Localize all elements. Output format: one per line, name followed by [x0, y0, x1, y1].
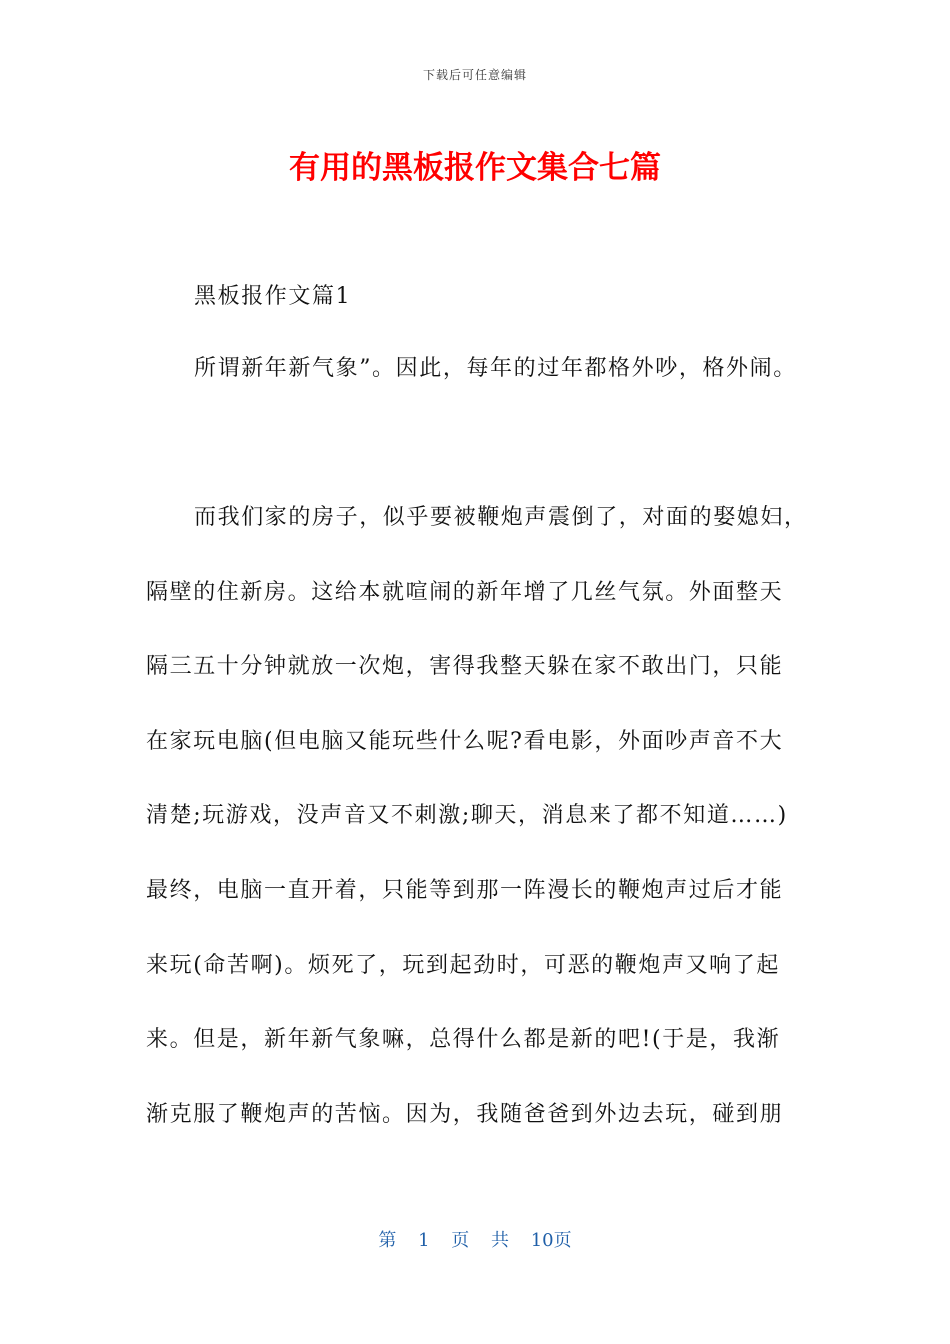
paragraph-line: 来。但是，新年新气象嘛，总得什么都是新的吧!(于是，我渐 — [146, 1027, 781, 1052]
paragraph-line: 隔三五十分钟就放一次炮，害得我整天躲在家不敢出门，只能 — [146, 654, 784, 679]
paragraph-line: 渐克服了鞭炮声的苦恼。因为，我随爸爸到外边去玩，碰到朋 — [146, 1102, 784, 1127]
paragraph-line: 清楚;玩游戏，没声音又不刺激;聊天，消息来了都不知道……) — [146, 803, 788, 828]
document-title: 有用的黑板报作文集合七篇 — [289, 150, 661, 186]
footer-label-gong: 共 — [491, 1230, 509, 1251]
paragraph-1: 所谓新年新气象”。因此，每年的过年都格外吵，格外闹。 — [194, 356, 797, 381]
footer-total-pages: 10页 — [530, 1230, 572, 1251]
paragraph-line: 隔壁的住新房。这给本就喧闹的新年增了几丝气氛。外面整天 — [146, 580, 784, 605]
paragraph-line: 在家玩电脑(但电脑又能玩些什么呢?看电影，外面吵声音不大 — [146, 729, 784, 754]
footer-label-ye: 页 — [451, 1230, 470, 1251]
paragraph-line: 最终，电脑一直开着，只能等到那一阵漫长的鞭炮声过后才能 — [146, 878, 784, 903]
page-footer — [0, 1226, 950, 1252]
footer-label-di: 第 — [378, 1230, 397, 1251]
paragraph-line: 来玩(命苦啊)。烦死了，玩到起劲时，可恶的鞭炮声又响了起 — [146, 953, 780, 978]
paragraph-line: 而我们家的房子，似乎要被鞭炮声震倒了，对面的娶媳妇， — [194, 505, 808, 530]
section-heading: 黑板报作文篇1 — [194, 284, 352, 309]
footer-page-number: 1 — [418, 1230, 430, 1251]
page-header: 下载后可任意编辑 — [422, 68, 527, 82]
